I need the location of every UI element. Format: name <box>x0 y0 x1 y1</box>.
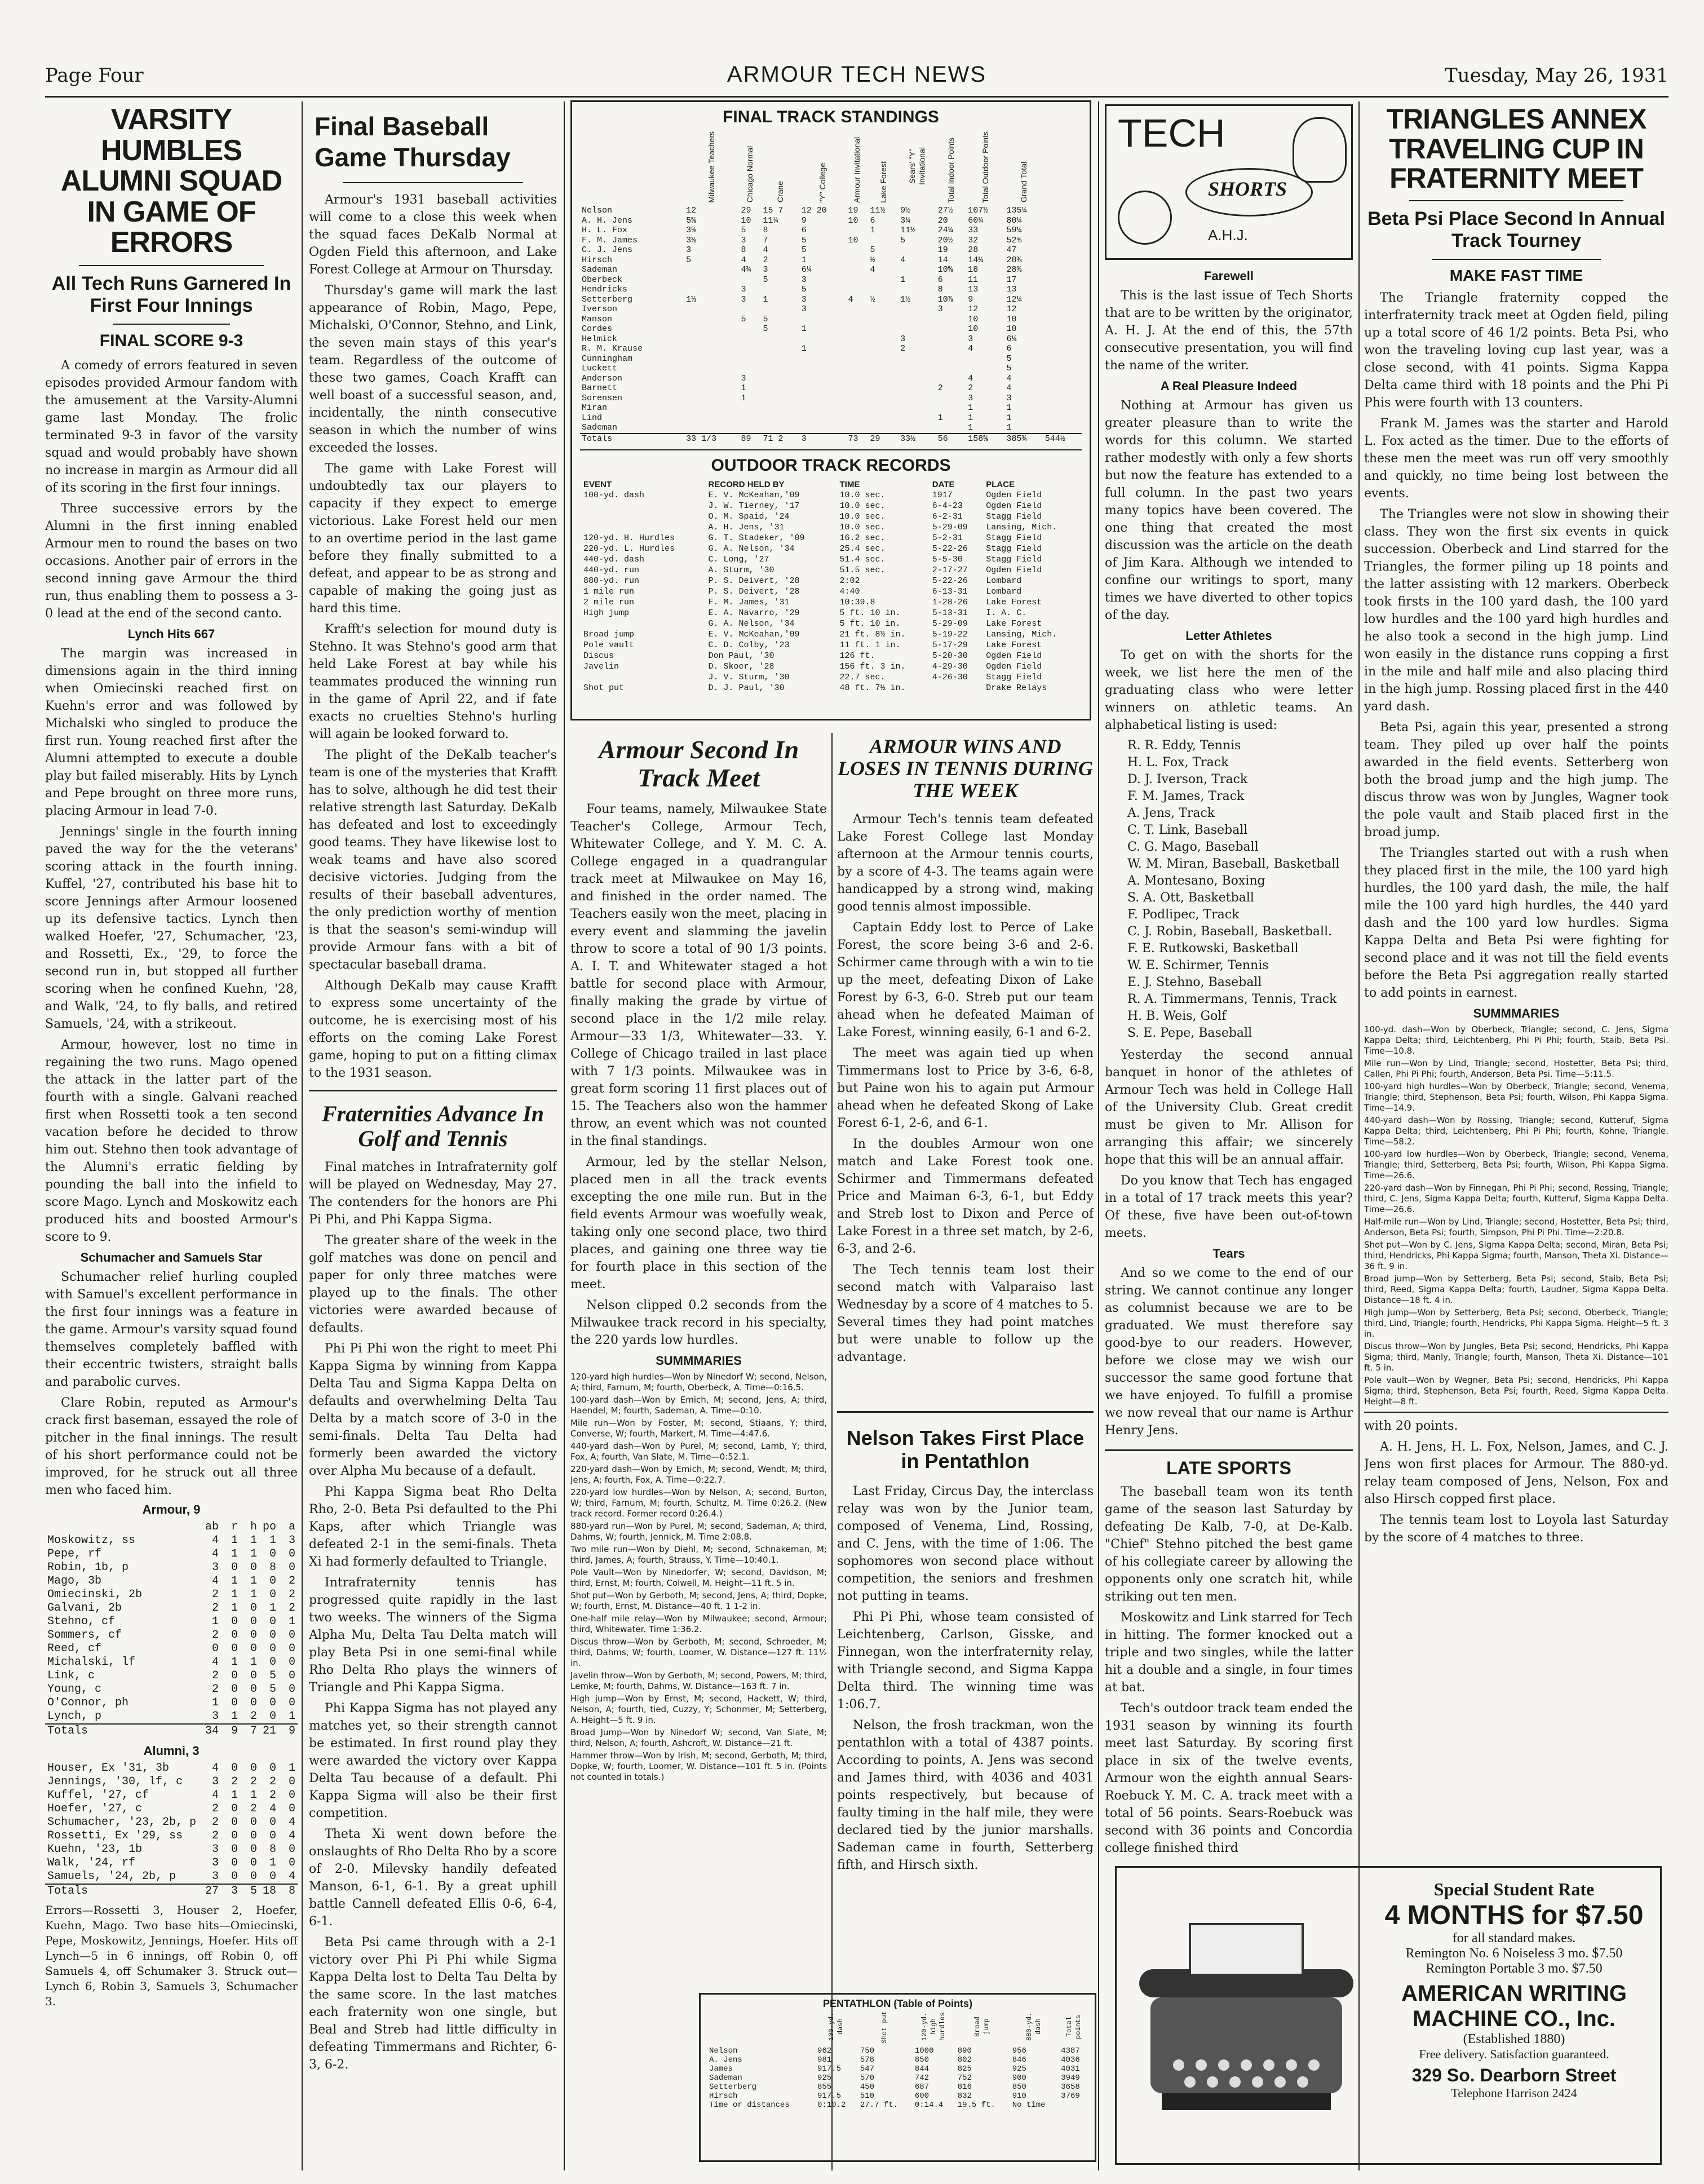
player-figure-icon <box>1118 191 1172 245</box>
frat-paragraph: The greater share of the week in the golf matches was done on pencil and paper for only three matches were played up to the finals. The other victories were awarded because of defaults. <box>309 1233 557 1335</box>
athlete-item: C. G. Mago, Baseball <box>1127 840 1259 854</box>
standings-row: Anderson 3 4 4 <box>582 373 1012 383</box>
divider <box>580 449 1082 450</box>
standings-row: Cunningham 5 <box>582 353 1012 364</box>
standings-row: Helmick 3 3 6¼ <box>582 334 1017 344</box>
standings-row: Miran 1 1 <box>582 403 1012 413</box>
records-table <box>580 479 1082 693</box>
record-row: Pole vault C. D. Colby, '23 11 ft. 1 in. 5-17-29 Lake Forest <box>583 640 1042 650</box>
column-header: Milwaukee Teachers <box>707 131 716 203</box>
record-row: A. H. Jens, '31 10.0 sec. 5-29-09 Lansing, Mich. <box>708 522 1057 532</box>
triangles-headline: TRIANGLES ANNEX TRAVELING CUP IN FRATERNITY MEET <box>1386 104 1647 194</box>
track-summ-title: SUMMMARIES <box>656 1354 742 1368</box>
box-score-row: Young, c 2 0 0 5 0 <box>47 1682 295 1696</box>
box-score-row: Galvani, 2b 2 1 0 1 2 <box>47 1601 295 1615</box>
column-header: Chicago Normal <box>745 146 755 203</box>
column-header: 880-yd. dash <box>1025 2012 1042 2041</box>
record-row: 440-yd. run A. Sturm, '30 51.5 sec. 2-17-27 Ogden Field <box>583 565 1042 575</box>
pentathlon-paragraph: Phi Pi Phi, whose team consisted of Leichtenberg, Carlson, Gisske, and Finnegan, won the interfraternity relay, with Triangle second, and Sigma Kappa Delta third. The winning time was 1:06.7. <box>837 1610 1094 1712</box>
triangles-cont: with 20 points. <box>1364 1418 1458 1433</box>
box-score-row: Samuels, '24, 2b, p 3 0 0 0 4 <box>47 1869 295 1883</box>
column-header: Sears' "Y" Invitational <box>907 147 927 185</box>
summary-item: High jump—Won by Setterberg, Beta Psi; second, Oberbeck, Triangle; third, Lind, Triangle; fourth, Hendricks, Phi Kappa Sigma. Height—5 ft. 3 in. <box>1364 1307 1668 1339</box>
standings-row: C. J. Jens 3 8 4 5 5 19 28 47 <box>582 245 1017 255</box>
column-header: Lake Forest <box>878 161 888 203</box>
frat-paragraph: Phi Kappa Sigma has not played any matches yet, so their strength cannot be estimated. In first round play they were awarded the victory over Kappa Delta Tau because of a default. Phi Kappa Sigma will also be their first competition. <box>309 1701 557 1820</box>
late-sports-title: LATE SPORTS <box>1166 1458 1291 1478</box>
farewell-text: This is the last issue of Tech Shorts that are to be written by the originator, A. H. J. At the end of this, the 57th consecutive presentation, you will find the name of the writer. <box>1105 289 1353 373</box>
ad-phone: Telephone Harrison 2424 <box>1451 2086 1577 2100</box>
baseball-paragraph: The game with Lake Forest will undoubtedly tax our players to capacity if they expect to emerge victorious. Lake Forest held our men to an overtime period in the last game before they finally submitted to a defeat, and appear to be as strong and capable of making the going just as hard this time. <box>309 462 557 616</box>
summary-item: 220-yard dash—Won by Finnegan, Phi Pi Phi; second, Rossing, Triangle; third, C. Jens, Sigma Kappa Delta; fourth, Kutteruf, Sigma Kappa Delta. Time—26.6. <box>1364 1182 1668 1214</box>
varsity-p6: Schumacher relief hurling coupled with Samuel's excellent performance in the first four innings was a feature in the game. Armour's varsity squad found themselves completely baffled with their eccentric twisters, straight balls and parabolic curves. <box>45 1270 298 1389</box>
summary-item: 100-yard dash—Won by Emich, M; second, Jens, A; third, Haendel, M; fourth, Sademan, A. Time—0:10. <box>570 1395 827 1416</box>
typewriter-ad <box>1115 1866 1662 2165</box>
summary-item: 880-yard run—Won by Purel, M; second, Sademan, A; third, Dahms, W; fourth, Jennick, M. Time 2:08.8. <box>570 1521 827 1542</box>
baseball-paragraph: The plight of the DeKalb teacher's team is one of the mysteries that Krafft has to solve, although he did test their relative strength last Saturday. DeKalb has defeated and lost to exceedingly good teams. They have likewise lost to weak teams and have also scored decisive victories. Judging from the results of their baseball adventures, the only prediction worthy of mention is that the season's semi-windup will provide Armour fans with a bit of spectacular baseball drama. <box>309 748 557 972</box>
summary-item: 100-yard low hurdles—Won by Oberbeck, Triangle; second, Venema, Triangle; third, Setterberg, Beta Psi; fourth, Wilson, Phi Kappa Sigma. Time—26.6. <box>1364 1148 1668 1181</box>
athlete-item: D. J. Iverson, Track <box>1127 772 1248 786</box>
record-row: Shot put D. J. Paul, '30 48 ft. 7½ in. Drake Relays <box>583 683 1047 693</box>
ad-line1: Special Student Rate <box>1433 1879 1595 1899</box>
record-row: J. V. Sturm, '30 22.7 sec. 4-26-30 Stagg Field <box>708 672 1042 682</box>
athlete-item: C. T. Link, Baseball <box>1127 823 1248 837</box>
athlete-item: H. L. Fox, Track <box>1127 755 1229 770</box>
box-score-row: Kuehn, '23, 1b 3 0 0 8 0 <box>47 1842 295 1856</box>
ad-line3: for all standard makes. <box>1452 1931 1576 1946</box>
box-score-row: Omiecinski, 2b 2 1 1 0 2 <box>47 1588 295 1601</box>
column-header: Crane <box>775 181 785 203</box>
athlete-item: S. E. Pepe, Baseball <box>1127 1026 1252 1040</box>
tech-shorts-column <box>1105 104 1353 2170</box>
track-meet-paragraph: Armour, led by the stellar Nelson, placed men in all the track events excepting the one mile run. But in the field events Armour was woefully weak, taking only one second place, two third places, and gaining one three way tie for fourth place in this section of the meet. <box>570 1155 827 1292</box>
armour-box-title: Armour, 9 <box>142 1502 201 1517</box>
ad-copy <box>1376 1879 1652 2101</box>
record-row: High jump E. A. Navarro, '29 5 ft. 10 in. 5-13-31 I. A. C. <box>583 608 1027 618</box>
page-label: Page Four <box>45 64 144 87</box>
summary-item: 440-yard dash—Won by Purel, M; second, Lamb, Y; third, Fox, A; fourth, Van Slate, M. Time—0:52.1. <box>570 1441 827 1462</box>
summary-item: Shot put—Won by C. Jens, Sigma Kappa Delta; second, Miran, Beta Psi; third, Hendricks, Phi Kappa Sigma; fourth, Manson, Theta Xi. Distance—36 ft. 9 in. <box>1364 1239 1668 1271</box>
summary-item: Shot put—Won by Gerboth, M; second, Jens, A; third, Dopke, W; fourth, Ernst, M. Distance—40 ft. 1 1-2 in. <box>570 1590 827 1612</box>
triangles-paragraph: Beta Psi, again this year, presented a strong team. They piled up over half the points awarded in the field events. Setterberg won both the broad jump and the high jump. The discus throw was won by Jungles, Wagner took the pole vault and Staib placed first in the broad jump. <box>1364 720 1668 839</box>
standings-row: Lind 1 1 1 <box>582 413 1012 423</box>
triangles-article <box>1364 104 1668 1863</box>
standings-row: Sorensen 1 3 3 <box>582 393 1012 403</box>
column-rule <box>831 733 833 2170</box>
divider <box>79 265 264 266</box>
letter-title: Letter Athletes <box>1185 629 1272 643</box>
triangles-cont3: The tennis team lost to Loyola last Saturday by the score of 4 matches to three. <box>1364 1513 1668 1545</box>
box-score-row: Kuffel, '27, cf 4 1 1 2 0 <box>47 1788 295 1802</box>
standings-row: H. L. Fox 3⅝ 5 8 6 1 11½ 24¼ 33 59¼ <box>582 226 1022 235</box>
varsity-p7: Clare Robin, reputed as Armour's crack first baseman, essayed the role of pitcher in the final innings. The result of his short performance could not be improved, for he struck out all three men who faced him. <box>45 1395 298 1497</box>
pleasure-text: Nothing at Armour has given us greater pleasure than to write the words for this column. We started rather modestly with only a few shorts but now the feature has extended to a full column. In the past two years many topics have been covered. The one thing that created the most discussion was the article on the death of Jim Kara. Although we intended to confine our writings to sport, many times we have diverted to other topics of the day. <box>1105 399 1353 622</box>
varsity-sub1: Lynch Hits 667 <box>127 626 215 641</box>
track-meet-article <box>570 730 827 2170</box>
varsity-headline: VARSITY HUMBLES ALUMNI SQUAD IN GAME OF ERRORS <box>60 104 282 259</box>
athlete-item: C. J. Robin, Baseball, Basketball. <box>1127 925 1333 939</box>
standings-row: Manson 5 5 10 10 <box>582 314 1017 324</box>
summary-item: Pole vault—Won by Wegner, Beta Psi; second, Hendricks, Phi Kappa Sigma; third, Stephenson, Beta Psi; fourth, Reed, Sigma Kappa Delta. Height—8 ft. <box>1364 1374 1668 1407</box>
pentathlon-row: James 917.5 547 844 825 925 4031 <box>709 2064 1080 2074</box>
varsity-p1: A comedy of errors featured in seven episodes provided Armour fandom with the amusement at the Varsity-Alumni game last Monday. The frolic terminated 9-3 in favor of the varsity squad and would probably have shown no increase in margin as Armour did all of its scoring in the first four innings. <box>45 358 298 495</box>
athlete-item: E. J. Stehno, Baseball <box>1127 975 1262 989</box>
ad-company: AMERICAN WRITING MACHINE CO., Inc. <box>1401 1981 1627 2031</box>
track-meet-headline: Armour Second In Track Meet <box>598 735 799 792</box>
athlete-item: R. A. Timmermans, Tennis, Track <box>1127 992 1337 1006</box>
standings-row: Setterberg 1⅓ 3 1 3 4 ½ 1½ 10⅞ 9 12¼ <box>582 294 1022 304</box>
triangles-cont2: A. H. Jens, H. L. Fox, Nelson, James, and C. J. Jens won first places for Armour. The 880-yd. relay team composed of Jens, Nelson, Fox and also Hirsch copped first place. <box>1364 1439 1668 1506</box>
record-row: Javelin D. Skoer, '28 156 ft. 3 in. 4-29-30 Ogden Field <box>583 661 1042 671</box>
box-score-row: Stehno, cf 1 0 0 0 1 <box>47 1615 295 1628</box>
box-score-row: Link, c 2 0 0 5 0 <box>47 1669 295 1682</box>
frat-paragraph: Beta Psi came through with a 2-1 victory over Phi Pi Phi while Sigma Kappa Delta lost to Delta Tau Delta by the same score. In the last matches each fraternity won one single, but Beal and Streb had little difficulty in defeating Timmermans and Richter, 6-3, 6-2. <box>309 1935 557 2072</box>
column-header: 100-yd. dash <box>827 2012 844 2041</box>
summary-item: 220-yard dash—Won by Emich, M; second, Wendt, M; third, Jens, A; fourth, Fox, A. Time—0:22.7. <box>570 1464 827 1486</box>
summary-item: High jump—Won by Ernst, M; second, Hackett, W; third, Nelson, A; fourth, tied, Cuzzy, Y; Schonmer, M; Setterberg, A. Height—5 ft. 9 in. <box>570 1694 827 1726</box>
farewell-title: Farewell <box>1203 269 1254 283</box>
tears-text: And so we come to the end of our string. We cannot continue any longer as columnist because we are to be graduated. We must therefore say good-bye to our readers. However, before we close may we wish our successor the same good fortune that we have enjoyed. To fulfill a promise we now reveal that our name is Arthur Henry Jens. <box>1105 1266 1353 1438</box>
varsity-score: FINAL SCORE 9-3 <box>99 331 244 351</box>
column-header: "Y" College <box>818 162 827 203</box>
baseball-paragraph: Armour's 1931 baseball activities will come to a close this week when the squad faces DeKalb Normal at Ogden Field this afternoon, and Lake Forest College at Armour on Thursday. <box>309 193 557 277</box>
alumni-box-score <box>45 1762 298 1898</box>
athlete-item: W. E. Schirmer, Tennis <box>1127 958 1269 972</box>
totals-row: Totals 34 9 7 21 9 <box>45 1724 298 1738</box>
triangles-subhead: Beta Psi Place Second In Annual Track Tourney <box>1367 207 1665 251</box>
baseball-headline: Final Baseball Game Thursday <box>315 112 511 173</box>
standings-table <box>580 130 1082 444</box>
tennis-paragraph: Captain Eddy lost to Perce of Lake Forest, the score being 3-6 and 2-6. Schirmer came through with a win to tie up the meet, defeating Dixon of Lake Forest by 6-3, 6-0. Streb put our team ahead when he defeated Maiman of Lake Forest, winning easily, 6-1 and 6-2. <box>837 920 1094 1040</box>
box-score-row: Jennings, '30, lf, c 3 2 2 2 0 <box>47 1775 295 1788</box>
frat-paragraph: Theta Xi went down before the onslaughts of Rho Delta Rho by a score of 2-0. Milevsky handily defeated Manson, 6-1, 6-1. By a great uphill battle Cannell defeated Ellis 0-6, 6-4, 6-1. <box>309 1827 557 1929</box>
tech-shorts-logo <box>1105 104 1353 260</box>
standings-row: Cordes 5 1 10 10 <box>582 324 1017 334</box>
athlete-item: S. A. Ott, Basketball <box>1127 891 1254 905</box>
record-row: 220-yd. L. Hurdles G. A. Nelson, '34 25.4 sec. 5-22-26 Stagg Field <box>583 543 1042 554</box>
column-rule <box>564 101 565 2170</box>
box-score-row: Sommers, cf 2 0 0 0 0 <box>47 1628 295 1642</box>
divider <box>113 324 230 325</box>
meets-text: Do you know that Tech has engaged in a total of 17 track meets this year? Of these, five have been out-of-town meets. <box>1105 1174 1353 1240</box>
baseball-paragraph: Krafft's selection for mound duty is Stehno. It was Stehno's good arm that held Lake Forest at bay while his teammates produced the winning run in the game of April 22, and if fate exacts no cruelties Stehno's hurling will again be looked forward to. <box>309 622 557 742</box>
head-rule <box>45 96 1668 98</box>
summary-item: One-half mile relay—Won by Milwaukee; second, Armour; third, Whitewater. Time 1:36.2. <box>570 1613 827 1635</box>
alumni-box-title: Alumni, 3 <box>143 1743 200 1758</box>
tennis-paragraph: The Tech tennis team lost their second match with Valparaiso last Wednesday by a score of 4 matches to 5. Several times they had point matches but were unable to follow up the advantage. <box>837 1262 1094 1364</box>
record-row: Discus Don Paul, '30 126 ft. 5-20-30 Ogden Field <box>583 651 1042 661</box>
varsity-p2: Three successive errors by the Alumni in the first inning enabled Armour men to round the bases on two occasions. Another pair of errors in the second inning gave Armour the third run, thus enabling them to possess a 3-0 lead at the end of the second canto. <box>45 501 298 621</box>
athlete-item: F. M. James, Track <box>1127 789 1245 803</box>
record-row: 440-yd. dash C. Long, '27 51.4 sec. 5-5-30 Stagg Field <box>583 554 1042 564</box>
summary-item: Mile run—Won by Foster, M; second, Stiaans, Y; third, Converse, W; fourth, Markert, M. Time—4:47.6. <box>570 1418 827 1439</box>
box-score-row: Walk, '24, rf 3 0 0 1 0 <box>47 1856 295 1869</box>
banquet-text: Yesterday the second annual banquet in honor of the athletes of Armour Tech was held in College Hall of the University Club. Great credit must be given to Mr. Allison for arranging this affair; we sincerely hope that this will be an annual affair. <box>1105 1048 1353 1167</box>
triangles-paragraph: The Triangles were not slow in showing their class. They won the first six events in quick succession. Oberbeck and Lind starred for the Triangles, the former piling up 18 points and the latter assisting with 12 markers. Oberbeck took firsts in the 100 yard dash, the 100 yard low hurdles and the 100 yard high hurdles and he also took a second in the high jump. Lind won easily in the distance runs copping a first in the mile and half mile and also placing third in the high jump. Rossing placed first in the 440 yard dash. <box>1364 507 1668 714</box>
box-score-row: Hoefer, '27, c 2 0 2 4 0 <box>47 1802 295 1815</box>
tennis-paragraph: The meet was again tied up when Timmermans lost to Price by 3-6, 6-8, but Paine won his to again put Armour ahead when he defeated Skong of Lake Forest 6-1, 2-6, and 6-1. <box>837 1046 1094 1130</box>
box-score-row: Reed, cf 0 0 0 0 0 <box>47 1642 295 1655</box>
record-row: G. A. Nelson, '34 5 ft. 10 in. 5-29-09 Lake Forest <box>708 618 1042 629</box>
divider <box>343 182 523 183</box>
logo-tech: TECH <box>1118 111 1225 155</box>
tears-title: Tears <box>1212 1246 1245 1261</box>
summary-item: Pole Vault—Won by Ninedorfer, W; second, Davidson, M; third, Ernst, M; fourth, Colwell, M. Height—11 ft. 5 in. <box>570 1567 827 1589</box>
standings-row: Oberbeck 5 3 1 6 11 17 <box>582 275 1017 285</box>
triangles-paragraph: Frank M. James was the starter and Harold L. Fox acted as the timer. Due to the efforts of these men the meet was run off very smoothly and quickly, no time being lost between the events. <box>1364 416 1668 501</box>
totals-row: Totals 33 1/3 89 71 2 3 73 29 33½ 56 158⅝ 385¾ 544½ <box>580 434 1082 444</box>
box-score-row: Robin, 1b, p 3 0 0 8 0 <box>47 1560 295 1574</box>
pentathlon-headline: Nelson Takes First Place in Pentathlon <box>846 1426 1085 1473</box>
divider <box>1364 1412 1668 1413</box>
pentathlon-row: Nelson 962 750 1000 890 956 4387 <box>709 2046 1080 2055</box>
summary-item: Javelin throw—Won by Gerboth, M; second, Powers, M; third, Lemke, M; fourth, Dahms, W. Distance—163 ft. 7 in. <box>570 1670 827 1692</box>
athlete-item: W. M. Miran, Baseball, Basketball <box>1127 857 1340 871</box>
box-score-row: Mago, 3b 4 1 1 0 2 <box>47 1574 295 1588</box>
column-rule <box>1098 101 1099 2170</box>
record-row: Broad jump E. V. McKeahan,'09 21 ft. 8½ in. 5-19-22 Lansing, Mich. <box>583 629 1057 639</box>
ad-line5: Remington Portable 3 mo. $7.50 <box>1426 1961 1603 1976</box>
summary-item: Discus throw—Won by Jungles, Beta Psi; second, Hendricks, Phi Kappa Sigma; third, Manly, Triangle; fourth, Manson, Theta Xi. Distance—101 ft. 5 in. <box>1364 1341 1668 1373</box>
column-header: TIME <box>839 479 860 489</box>
athlete-item: R. R. Eddy, Tennis <box>1127 739 1241 753</box>
player-figure-icon <box>1293 117 1347 183</box>
box-score-row: Michalski, lf 4 1 1 0 0 <box>47 1655 295 1669</box>
baseball-paragraph: Although DeKalb may cause Krafft to express some uncertainty of the outcome, he is exercising most of his efforts on the coming Lake Forest game, hoping to put on a fitting climax to the 1931 season. <box>309 979 557 1081</box>
ad-line4: Remington No. 6 Noiseless 3 mo. $7.50 <box>1405 1946 1623 1961</box>
summary-item: 100-yd. dash—Won by Oberbeck, Triangle; second, C. Jens, Sigma Kappa Delta; third, Leichtenberg, Phi Pi Phi; fourth, Staib, Beta Psi. Time—10.8. <box>1364 1024 1668 1056</box>
varsity-p4: Jennings' single in the fourth inning paved the way for the the veterans' scoring attack in the fourth inning. Kuffel, '27, contributed his base hit to score Jennings after Armour loosened up its defensive tactics. Lynch then walked Hoefer, '27, Schumacher, '23, and Rossetti, Ex., '29, to force the second run in, but stopped all further scoring when he confined Kuehn, '28, and Walk, '24, to fly balls, and retired Samuels, '24, with a strikeout. <box>45 824 298 1031</box>
baseball-article <box>309 104 557 2170</box>
summary-item: 100-yard high hurdles—Won by Oberbeck, Triangle; second, Venema, Triangle; third, Stephenson, Beta Psi; fourth, Wilson, Phi Kappa Sigma. Time—14.9. <box>1364 1081 1668 1113</box>
column-header: Total points <box>1065 2014 1082 2039</box>
standings-row: Sademan 1 1 <box>582 423 1012 432</box>
ad-line2: 4 MONTHS for $7.50 <box>1384 1900 1644 1930</box>
standings-row: Nelson 12 29 15 7 12 20 19 11½ 9½ 27½ 107½ 135¼ <box>582 206 1027 215</box>
pentathlon-paragraph: Last Friday, Circus Day, the interclass relay was won by the Junior team, composed of Venema, Lind, Rossing, and C. Jens, with the time of 1:06. The sophomores won second place without competition, the seniors and freshmen not putting in teams. <box>837 1484 1094 1604</box>
records-title: OUTDOOR TRACK RECORDS <box>711 456 951 475</box>
pentathlon-table-title: PENTATHLON (Table of Points) <box>823 1998 972 2009</box>
summary-item: 120-yard high hurdles—Won by Ninedorf W; second, Nelson, A; third, Farnum, M; fourth, Oberbeck, A. Time—0:16.5. <box>570 1372 827 1393</box>
frat-paragraph: Final matches in Intrafraternity golf will be played on Wednesday, May 27. The contenders for the honors are Phi Pi Phi, and Phi Kappa Sigma. <box>309 1160 557 1227</box>
triangles-paragraph: The Triangle fraternity copped the interfraternity track meet at Ogden field, piling up a total score of 46 1/2 points. Beta Psi, who won the traveling loving cup last year, was a close second, with 41 points. Sigma Kappa Delta came third with 18 points and the Phi Pi Phis were fourth with 13 counters. <box>1364 290 1668 410</box>
column-header: Total Indoor Points <box>946 137 955 203</box>
column-header: EVENT <box>583 479 612 489</box>
standings-row: R. M. Krause 1 2 4 6 <box>582 344 1012 353</box>
athlete-item: A. Jens, Track <box>1127 806 1215 820</box>
standings-row: Barnett 1 2 2 4 <box>582 383 1012 393</box>
triangles-kicker: MAKE FAST TIME <box>1449 266 1583 284</box>
summary-item: Half-mile run—Won by Lind, Triangle; second, Hostetter, Beta Psi; third, Anderson, Beta Psi; fourth, Simpson, Phi Pi Phi. Time—2:20.8. <box>1364 1216 1668 1237</box>
standings-title: FINAL TRACK STANDINGS <box>723 108 939 126</box>
varsity-subhead: All Tech Runs Garnered In First Four Innings <box>51 272 291 317</box>
late-sports-paragraph: Tech's outdoor track team ended the 1931 season by winning its fourth meet last Saturday. By scoring first place in six of the twelve events, Armour won the eighth annual Sears-Roebuck Y. M. C. A. track meet with a total of 56 points. Sears-Roebuck was second with 36 points and Concordia college finished third <box>1105 1701 1353 1855</box>
summary-item: 440-yard dash—Won by Rossing, Triangle; second, Kutteruf, Sigma Kappa Delta; third, Leichtenberg, Phi Pi Phi; fourth, Kohne, Triangle. Time—58.2. <box>1364 1115 1668 1147</box>
record-row: J. W. Tierney, '17 10.0 sec. 6-4-23 Ogden Field <box>708 501 1042 511</box>
triangles-summ-title: SUMMMARIES <box>1473 1006 1560 1020</box>
varsity-article <box>45 104 298 2170</box>
varsity-errors: Errors—Rossetti 3, Houser 2, Hoefer, Kuehn, Mago. Two base hits—Omiecinski, Pepe, Moskowitz, Jennings, Hoefer. Hits off Lynch—5 in 6 innings, off Robin 0, off Samuels 4, off Schumaker 3. Struck out—Lynch 6, Robin 3, Samuels 3, Schumacher 3. <box>45 1903 298 2008</box>
pentathlon-table <box>706 2010 1089 2110</box>
athlete-item: H. B. Weis, Golf <box>1127 1009 1227 1023</box>
armour-box-score <box>45 1520 298 1738</box>
pentathlon-row: Time or distances 0:10.2 27.7 ft. 0:14.4 19.5 ft. No time <box>709 2100 1046 2110</box>
letter-text: To get on with the shorts for the week, we list here the men of the graduating class who were letter winners on athletic teams. An alphabetical listing is used: <box>1105 648 1353 732</box>
ad-est: (Established 1880) <box>1463 2032 1565 2046</box>
late-sports-paragraph: Moskowitz and Link starred for Tech in hitting. The former knocked out a triple and two singles, while the latter hit a double and a single, in four times at bat. <box>1105 1610 1353 1695</box>
column-header: DATE <box>932 479 955 489</box>
box-score-row: Rossetti, Ex '29, ss 2 0 0 0 4 <box>47 1829 295 1842</box>
varsity-sub2: Schumacher and Samuels Star <box>80 1250 263 1265</box>
ad-free: Free delivery. Satisfaction guaranteed. <box>1419 2047 1609 2061</box>
tennis-paragraph: In the doubles Armour won one match and Lake Forest took one. Schirmer and Timmermans defeated Price and Maiman 6-3, 6-1, but Eddy and Streb lost to Dixon and Perce of Lake Forest in a three set match, by 2-6, 6-3, and 2-6. <box>837 1137 1094 1256</box>
column-header: Total Outdoor Points <box>980 131 990 203</box>
box-score-row: Lynch, p 3 1 2 0 1 <box>47 1709 295 1723</box>
box-score-row: O'Connor, ph 1 0 0 0 0 <box>47 1696 295 1709</box>
standings-row: Hirsch 5 4 2 1 ½ 4 14 14¼ 28⅜ <box>582 255 1022 265</box>
summary-item: Hammer throw—Won by Irish, M; second, Gerboth, M; third, Dopke, W; fourth, Loomer, W. Distance—101 ft. 5 in. (Points not counted in totals.) <box>570 1750 827 1783</box>
athlete-item: A. Montesano, Boxing <box>1127 874 1265 888</box>
summary-item: Two mile run—Won by Diehl, M; second, Schnakeman, M; third, James, A; fourth, Strauss, Y. Time—10:40.1. <box>570 1544 827 1566</box>
standings-row: F. M. James 3⅜ 3 7 5 10 5 20½ 32 52⅝ <box>582 235 1022 245</box>
logo-shorts: SHORTS <box>1207 178 1287 200</box>
column-header: Grand Total <box>1019 162 1028 203</box>
divider <box>1409 200 1623 201</box>
late-sports-paragraph: The baseball team won its tenth game of the season last Saturday by defeating De Kalb, 7-0, at De-Kalb. "Chief" Stehno pitched the best game of his collegiate career by allowing the opponents only one scratch hit, while striking out ten men. <box>1105 1484 1353 1604</box>
record-row: 100-yd. dash E. V. McKeahan,'09 10.0 sec. 1917 Ogden Field <box>583 490 1042 500</box>
track-meet-paragraph: Nelson clipped 0.2 seconds from the Milwaukee track record in his specialty, the 220 yards low hurdles. <box>570 1298 827 1348</box>
standings-row: Hendricks 3 5 8 13 13 <box>582 285 1017 294</box>
standings-row: Iverson 3 3 12 12 <box>582 304 1017 314</box>
summary-item: 220-yard low hurdles—Won by Nelson, A; second, Burton, W; third, Farnum, M; fourth, Schultz, M. Time 0:26.2. (New track record. Former record 0:26.4.) <box>570 1487 827 1519</box>
pentathlon-row: Setterberg 855 450 687 816 850 3658 <box>709 2082 1080 2092</box>
tennis-headline: ARMOUR WINS AND LOSES IN TENNIS DURING THE WEEK <box>837 735 1094 802</box>
totals-row: Totals 27 3 5 18 8 <box>45 1884 298 1898</box>
standings-row: Sademan 4¾ 3 6¼ 4 10⅝ 18 28⅜ <box>582 265 1022 275</box>
athlete-item: F. Podlipec, Track <box>1127 908 1240 922</box>
summary-item: Mile run—Won by Lind, Triangle; second, Hostetter, Beta Psi; third, Callen, Phi Pi Phi; fourth, Anderson, Beta Psi. Time—5:11.5. <box>1364 1058 1668 1079</box>
running-head <box>45 61 1668 95</box>
pentathlon-table-box <box>699 1993 1096 2162</box>
pentathlon-row: A. Jens 981 578 850 802 846 4036 <box>709 2055 1080 2064</box>
logo-initials: A.H.J. <box>1208 227 1248 244</box>
baseball-paragraph: Thursday's game will mark the last appearance of Robin, Mago, Pepe, Michalski, O'Connor, Stehno, and Link, the seven main stays of this year's team. Regardless of the outcome of these two games, Coach Krafft can well boast of a successful season, and, incidentally, the ninth consecutive season in which the number of wins exceeded the losses. <box>309 284 557 456</box>
athlete-item: F. E. Rutkowski, Basketball <box>1127 941 1299 956</box>
column-header: Broad jump <box>973 2016 991 2037</box>
summary-item: Broad jump—Won by Setterberg, Beta Psi; second, Staib, Beta Psi; third, Reed, Sigma Kappa Delta; fourth, Laudner, Sigma Kappa Delta. Distance—18 ft. 4 in. <box>1364 1273 1668 1305</box>
record-row: 880-yd. run P. S. Deivert, '28 2:02 5-22-26 Lombard <box>583 576 1022 586</box>
record-row: 2 mile run F. M. James, '31 10:39.8 1-28-26 Lake Forest <box>583 597 1042 607</box>
divider <box>309 1090 557 1091</box>
record-row: 1 mile run P. S. Deivert, '28 4:40 6-13-31 Lombard <box>583 586 1022 596</box>
column-header: 120-yd. high hurdles <box>920 2012 946 2041</box>
track-meet-paragraph: Four teams, namely, Milwaukee State Teacher's College, Armour Tech, Whitewater College, and Y. M. C. A. College engaged in a quadrangular track meet at Milwaukee on May 16, and finished in the order named. The Teachers easily won the meet, placing in every event and slamming the javelin throw to score a total of 90 1/3 points. A. I. T. and Whitewater staged a hot battle for second place with Armour, finally making the grade by virtue of second place in the 1/2 mile relay. Armour—33 1/3, Whitewater—33. Y. College of Chicago trailed in last place with 7 1/3 points. Milwaukee was in great form scoring 11 first places out of 15. The Teachers also won the hammer throw, an event which was not counted in the final standings. <box>570 802 827 1149</box>
frat-paragraph: Phi Pi Phi won the right to meet Phi Kappa Sigma by winning from Kappa Delta Tau and Sigma Kappa Delta on defaults and overwhelming Delta Tau Delta by a match score of 3-0 in the semi-finals. Delta Tau Delta had formerly been awarded the victory over Alpha Mu because of a default. <box>309 1341 557 1478</box>
frat-headline: Fraternities Advance In Golf and Tennis <box>321 1101 545 1151</box>
box-header: ab r h po a <box>205 1520 295 1533</box>
frat-paragraph: Phi Kappa Sigma beat Rho Delta Rho, 2-0. Beta Psi defaulted to the Phi Kaps, after which Triangle was defeated 2-1 in the semi-finals. Theta Xi had formerly defaulted to Triangle. <box>309 1484 557 1569</box>
varsity-p3: The margin was increased in dimensions again in the third inning when Omiecinski reached first on Kuehn's error and was followed by Michalski who singled to produce the first run. Young reached first after the Alumni attempted to execute a double play but failed miserably. Hits by Lynch and Pepe brought on three more runs, placing Armour in lead 7-0. <box>45 646 298 818</box>
column-rule <box>302 101 303 2170</box>
varsity-p5: Armour, however, lost no time in regaining the two runs. Mago opened the attack in the latter part of the fourth with a single. Galvani reached first when Rossetti took a ten second vacation before he decided to throw him out. Stehno then took advantage of the Alumni's erratic fielding by pounding the ball into the infield to score Mago. Lynch and Moskowitz each produced hits and boosted Armour's score to 9. <box>45 1037 298 1244</box>
summary-item: Discus throw—Won by Gerboth, M; second, Schroeder, M; third, Dahms, W; fourth, Loomer, W. Distance—127 ft. 11½ in. <box>570 1637 827 1669</box>
pentathlon-paragraph: Nelson, the frosh trackman, won the pentathlon with a total of 4387 points. According to points, A. Jens was second and James third, with 4036 and 4031 points respectively, but because of faulty timing in the half mile, they were declared tied by the junior marshalls. Sademan came in fourth, Setterberg fifth, and Hirsch sixth. <box>837 1718 1094 1873</box>
record-row: O. M. Spaid, '24 10.0 sec. 6-2-31 Stagg Field <box>708 511 1042 521</box>
divider <box>1432 259 1601 260</box>
tennis-article <box>837 730 1094 2170</box>
athlete-list <box>1105 737 1353 1042</box>
frat-paragraph: Intrafraternity tennis has progressed quite rapidly in the last two weeks. The winners of the Sigma Alpha Mu, Delta Tau Delta match will play Beta Psi in one semi-final while Rho Delta Rho plays the winners of Triangle and Phi Kappa Sigma. <box>309 1575 557 1695</box>
ad-address: 329 So. Dearborn Street <box>1411 2065 1617 2085</box>
column-rule <box>1358 101 1360 2170</box>
pentathlon-row: Hirsch 917.5 510 600 832 910 3769 <box>709 2091 1080 2101</box>
typewriter-icon <box>1128 1902 1365 2138</box>
standings-row: A. H. Jens 5⅝ 10 11¼ 9 10 6 3¼ 20 60¼ 80¼ <box>582 215 1022 226</box>
standings-box <box>570 100 1091 720</box>
masthead: ARMOUR TECH NEWS <box>727 62 987 87</box>
divider <box>837 1411 1094 1413</box>
box-score-row: Schumacher, '23, 2b, p 2 0 0 0 4 <box>47 1815 295 1829</box>
triangles-paragraph: The Triangles started out with a rush when they placed first in the mile, the 100 yard high hurdles, the 100 yard dash, the mile, the half mile the 100 yard high hurdles, the 440 yard dash and the 100 yard low hurdles. Sigma Kappa Delta and Beta Psi were fighting for second place and it was not till the field events before the Beta Psi aggregation really started to add points in earnest. <box>1364 846 1668 1000</box>
pleasure-title: A Real Pleasure Indeed <box>1160 379 1298 393</box>
tennis-paragraph: Armour Tech's tennis team defeated Lake Forest College last Monday afternoon at the Armour tennis courts, by a score of 4-3. The teams again were handicapped by a strong wind, making good tennis almost impossible. <box>837 812 1094 914</box>
column-header: Shot put <box>880 2011 889 2044</box>
standings-row: Luckett 5 <box>582 364 1012 373</box>
pentathlon-row: Sademan 925 570 742 752 900 3949 <box>709 2073 1080 2083</box>
divider <box>1105 1449 1353 1451</box>
box-score-row: Moskowitz, ss 4 1 1 1 3 <box>47 1533 295 1547</box>
issue-date: Tuesday, May 26, 1931 <box>1445 64 1668 87</box>
column-header: PLACE <box>986 479 1015 489</box>
record-row: 120-yd. H. Hurdles G. T. Stadeker, '09 16.2 sec. 5-2-31 Stagg Field <box>583 533 1042 543</box>
box-score-row: Pepe, rf 4 1 1 0 0 <box>47 1547 295 1560</box>
column-header: RECORD HELD BY <box>708 479 785 489</box>
summary-item: Broad Jump—Won by Ninedorf W; second, Van Slate, M; third, Nelson, A; fourth, Ashcroft, W. Distance—21 ft. <box>570 1727 827 1749</box>
column-header: Armour Invitational <box>852 136 862 203</box>
box-score-row: Houser, Ex '31, 3b 4 0 0 0 1 <box>47 1761 295 1775</box>
